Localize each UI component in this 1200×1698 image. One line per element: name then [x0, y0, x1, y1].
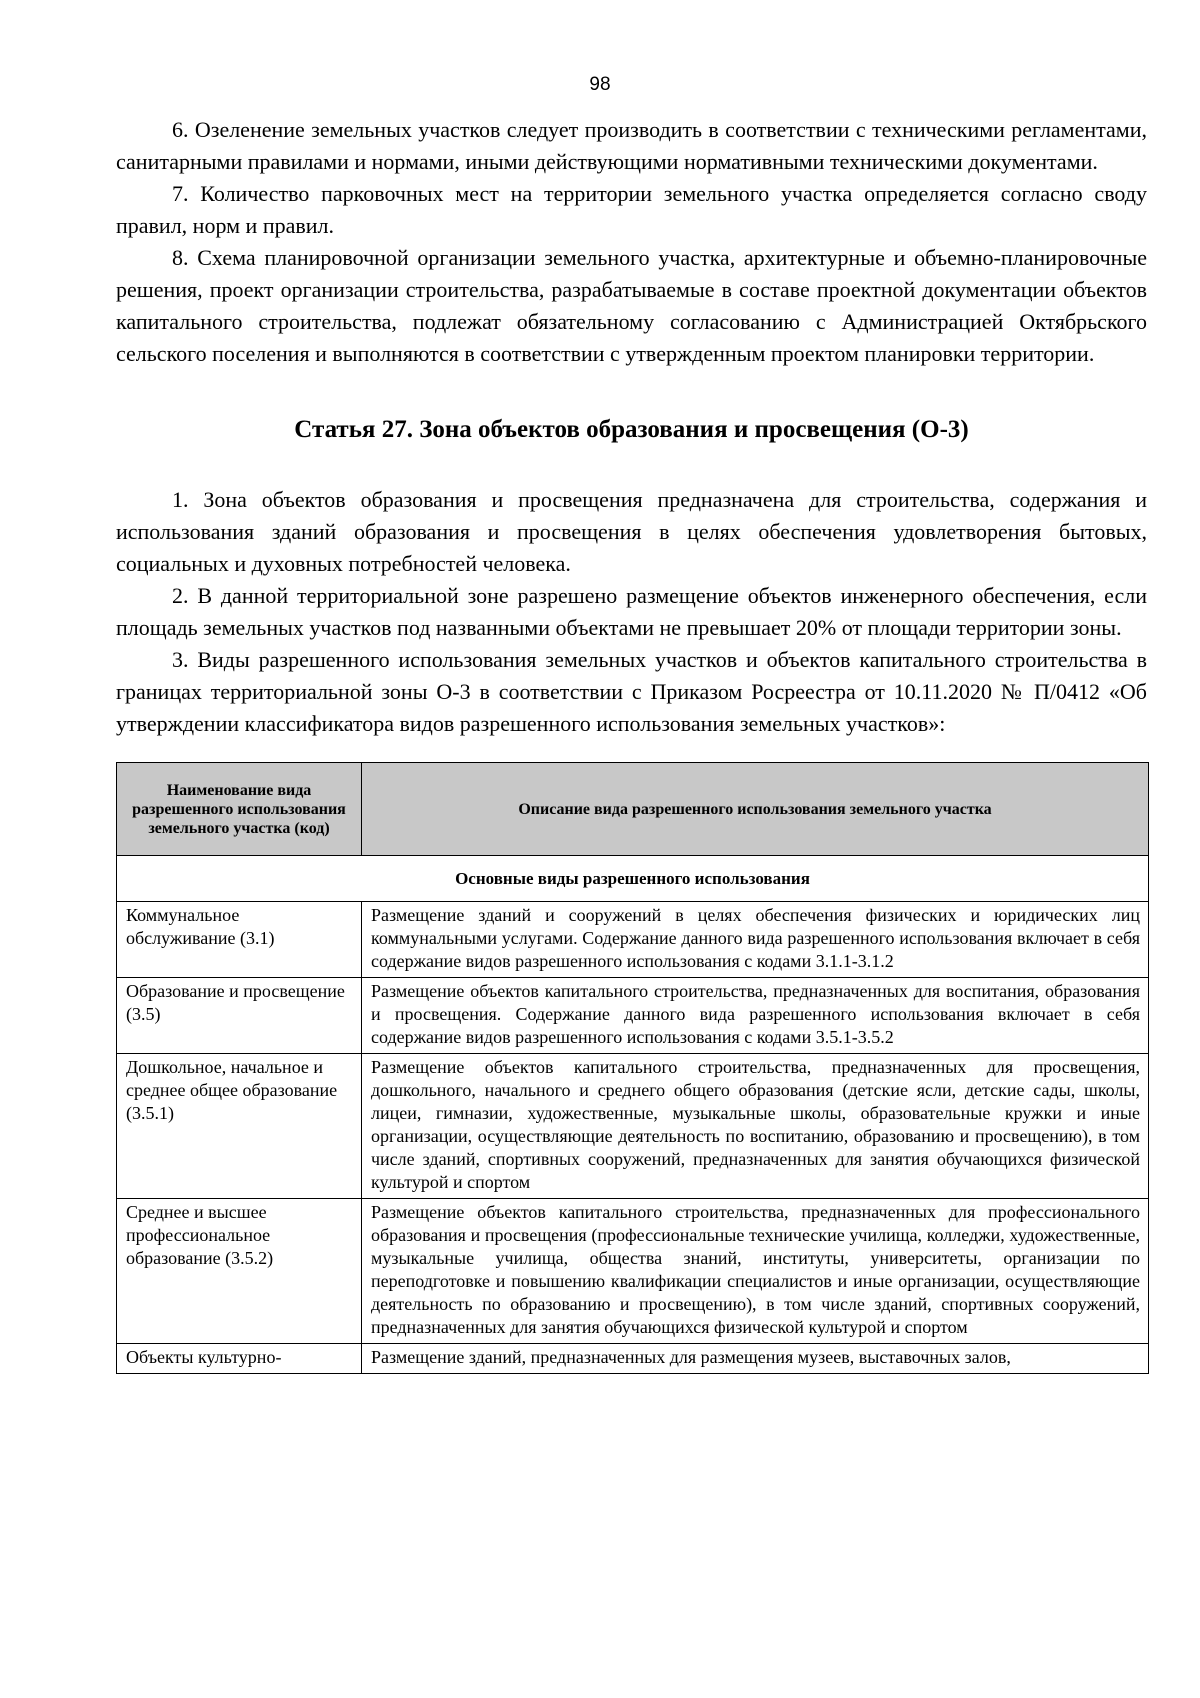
use-name-cell: Объекты культурно-: [117, 1344, 362, 1374]
table-row: [117, 978, 1149, 1054]
table-header-row: [117, 763, 1149, 856]
table-row: [117, 902, 1149, 978]
paragraph-8: 8. Схема планировочной организации земельного участка, архитектурные и объемно-планировочные решения, проект организации строительства, разрабатываемые в составе проектной документации объектов капитального строительства, подлежат обязательному согласованию с Администрацией Октябрьского сельского поселения и выполняются в соответствии с утвержденным проектом планировки территории.: [116, 245, 1147, 366]
use-description-cell: Размещение объектов капитального строительства, предназначенных для воспитания, образования и просвещения. Содержание данного вида разрешенного использования включает в себя содержание видов разрешенного использования с кодами 3.5.1-3.5.2: [362, 978, 1149, 1054]
use-name-cell: Образование и просвещение (3.5): [117, 978, 362, 1054]
zone-paragraph-3: 3. Виды разрешенного использования земельных участков и объектов капитального строительства в границах территориальной зоны О-3 в соответствии с Приказом Росреестра от 10.11.2020 № П/0412 «Об утверждении классификатора видов разрешенного использования земельных участков»:: [116, 647, 1147, 736]
use-description-cell: Размещение зданий, предназначенных для размещения музеев, выставочных залов,: [362, 1344, 1149, 1374]
paragraph-7: 7. Количество парковочных мест на территории земельного участка определяется согласно своду правил, норм и правил.: [116, 181, 1147, 238]
header-description-cell: Описание вида разрешенного использования земельного участка: [362, 763, 1149, 856]
section-title: Основные виды разрешенного использования: [117, 856, 1149, 902]
permitted-use-table: [116, 762, 1149, 1374]
zone-paragraph-2: 2. В данной территориальной зоне разрешено размещение объектов инженерного обеспечения, если площадь земельных участков под названными объектами не превышает 20% от площади территории зоны.: [116, 583, 1147, 640]
article-title: Статья 27. Зона объектов образования и просвещения (О-3): [294, 416, 969, 443]
zone-paragraph-1: 1. Зона объектов образования и просвещения предназначена для строительства, содержания и использования зданий образования и просвещения в целях обеспечения удовлетворения бытовых, социальных и духовных потребностей человека.: [116, 487, 1147, 576]
header-name-cell: Наименование вида разрешенного использования земельного участка (код): [117, 763, 362, 856]
use-description-cell: Размещение зданий и сооружений в целях обеспечения физических и юридических лиц коммунальными услугами. Содержание данного вида разрешенного использования включает в себя содержание видов разрешенного использования с кодами 3.1.1-3.1.2: [362, 902, 1149, 978]
table-row: [117, 1054, 1149, 1199]
table-row: [117, 1344, 1149, 1374]
paragraph-6: 6. Озеленение земельных участков следует производить в соответствии с техническими регламентами, санитарными правилами и нормами, иными действующими нормативными техническими документами.: [116, 117, 1147, 174]
table-row: [117, 1199, 1149, 1344]
use-description-cell: Размещение объектов капитального строительства, предназначенных для профессионального образования и просвещения (профессиональные технические училища, колледжи, художественные, музыкальные училища, общества знаний, институты, университеты, организации по переподготовке и повышению квалификации специалистов и иные организации, осуществляющие деятельность по образованию и просвещению), в том числе зданий, спортивных сооружений, предназначенных для занятия обучающихся физической культурой и спортом: [362, 1199, 1149, 1344]
use-name-cell: Дошкольное, начальное и среднее общее образование (3.5.1): [117, 1054, 362, 1199]
use-name-cell: Коммунальное обслуживание (3.1): [117, 902, 362, 978]
use-name-cell: Среднее и высшее профессиональное образование (3.5.2): [117, 1199, 362, 1344]
page-content: [116, 114, 1147, 1374]
section-row: [117, 856, 1149, 902]
page-number: 98: [589, 74, 611, 95]
use-description-cell: Размещение объектов капитального строительства, предназначенных для просвещения, дошкольного, начального и среднего общего образования (детские ясли, детские сады, школы, лицеи, гимназии, художественные, музыкальные школы, образовательные кружки и иные организации, осуществляющие деятельность по воспитанию, образованию и просвещению), в том числе зданий, спортивных сооружений, предназначенных для занятия обучающихся физической культурой и спортом: [362, 1054, 1149, 1199]
